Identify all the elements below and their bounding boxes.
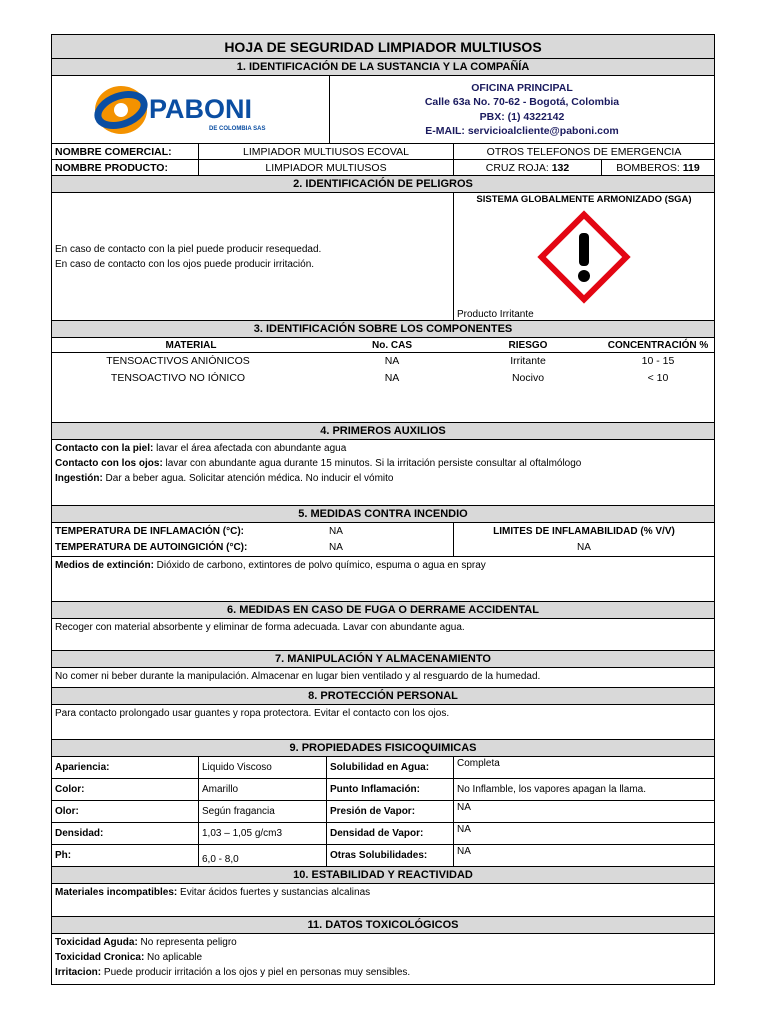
cruz-roja-value: 132 [551,161,570,174]
component-cas: NA [384,355,400,367]
extinction-media [55,558,711,573]
incompatible-materials [55,885,711,900]
property-value: Amarillo [199,779,327,800]
logo-subtitle: DE COLOMBIA SAS [208,125,265,132]
chronic-toxicity-text: No aplicable [144,952,203,963]
spill-text: Recoger con material absorbente y eliminar de forma adecuada. Lavar con abundante agua. [55,622,465,633]
section-3-header: 3. IDENTIFICACIÓN SOBRE LOS COMPONENTES [52,321,714,337]
property-value: NA [457,846,471,857]
first-aid-body [52,440,714,506]
handling-row [52,668,714,688]
safety-data-sheet [51,34,715,985]
product-row [52,160,714,176]
property-value: No Inflamble, los vapores apagan la llama. [457,784,646,795]
property-label: Apariencia: [52,757,199,778]
extinction-media-label: Medios de extinción: [55,560,154,571]
handling-text: No comer ni beber durante la manipulación. Almacenar en lugar bien ventilado y al resguardo de la humedad. [55,671,541,682]
logo-wordmark: PABONI [148,93,252,124]
property-label: Olor: [52,801,199,822]
components-header-row [52,338,714,353]
property-label: Densidad de Vapor: [327,823,454,844]
property-value: Completa [457,758,500,769]
cruz-roja-label: CRUZ ROJA: [485,161,549,174]
first-aid-ingestion [55,471,711,486]
cruz-roja [454,160,602,175]
commercial-name-value: LIMPIADOR MULTIUSOS ECOVAL [199,144,454,159]
component-material: TENSOACTIVOS ANIÓNICOS [106,355,250,367]
section-6-header: 6. MEDIDAS EN CASO DE FUGA O DERRAME ACCIDENTAL [52,602,714,618]
first-aid-skin [55,441,711,456]
sga-title: SISTEMA GLOBALMENTE ARMONIZADO (SGA) [476,194,692,205]
incompatible-materials-text: Evitar ácidos fuertes y sustancias alcalinas [177,887,371,898]
first-aid-eyes [55,456,711,471]
company-row [52,76,714,144]
first-aid-eyes-label: Contacto con los ojos: [55,458,163,469]
property-row [52,845,714,867]
component-cas: NA [384,372,400,384]
section-7-header: 7. MANIPULACIÓN Y ALMACENAMIENTO [52,651,714,667]
office-address: Calle 63a No. 70-62 - Bogotá, Colombia [424,96,620,108]
first-aid-skin-label: Contacto con la piel: [55,443,154,454]
autoignition-value: NA [329,541,343,553]
title-row [52,35,714,59]
property-label: Presión de Vapor: [327,801,454,822]
property-label: Color: [52,779,199,800]
flammability-limits-label: LIMITES DE INFLAMABILIDAD (% V/V) [493,525,675,537]
property-label: Ph: [52,845,199,866]
chronic-toxicity-label: Toxicidad Cronica: [55,952,145,963]
property-value: NA [457,824,471,835]
col-concentration: CONCENTRACIÓN % [607,339,709,351]
bomberos [602,160,714,175]
component-concentration: < 10 [647,372,669,384]
irritation-text: Puede producir irritación a los ojos y piel en personas muy sensibles. [101,967,411,978]
property-label: Densidad: [52,823,199,844]
property-label: Otras Solubilidades: [327,845,454,866]
protection-row [52,705,714,740]
property-value: Según fragancia [199,801,327,822]
extinction-media-text: Dióxido de carbono, extintores de polvo químico, espuma o agua en spray [153,560,486,571]
property-value: Liquido Viscoso [199,757,327,778]
company-logo [52,76,330,143]
section-4-header: 4. PRIMEROS AUXILIOS [52,423,714,439]
first-aid-eyes-text: lavar con abundante agua durante 15 minutos. Si la irritación persiste consultar al oftalmólogo [162,458,582,469]
hazard-statements [52,193,454,320]
sheet-title: HOJA DE SEGURIDAD LIMPIADOR MULTIUSOS [52,35,714,58]
acute-toxicity [55,935,711,950]
chronic-toxicity [55,950,711,965]
property-label: Solubilidad en Agua: [327,757,454,778]
component-risk: Nocivo [511,372,545,384]
sga-panel [454,193,714,320]
section-11-header: 11. DATOS TOXICOLÓGICOS [52,917,714,933]
first-aid-ingestion-label: Ingestión: [55,473,103,484]
pictogram-label: Producto Irritante [457,309,534,320]
commercial-name-label: NOMBRE COMERCIAL: [52,144,199,159]
extinction-row [52,557,714,602]
hazard-eyes: En caso de contacto con los ojos puede producir irritación. [55,258,315,270]
company-contact [330,76,714,143]
components-body [52,353,714,423]
hazards-row [52,193,714,321]
emergency-phones-label: OTROS TELEFONOS DE EMERGENCIA [486,145,682,158]
first-aid-skin-text: lavar el área afectada con abundante agua [153,443,347,454]
section-5-header: 5. MEDIDAS CONTRA INCENDIO [52,506,714,522]
section-2-header: 2. IDENTIFICACIÓN DE PELIGROS [52,176,714,192]
property-row [52,801,714,823]
bomberos-label: BOMBEROS: [616,161,680,174]
section-1-header: 1. IDENTIFICACIÓN DE LA SUSTANCIA Y LA COMPAÑÍA [52,59,714,75]
product-name-label: NOMBRE PRODUCTO: [52,160,199,175]
bomberos-value: 119 [682,161,700,174]
office-label: OFICINA PRINCIPAL [471,81,573,94]
stability-row [52,884,714,917]
component-material: TENSOACTIVO NO IÓNICO [110,372,246,384]
property-value: NA [457,802,471,813]
irritation-label: Irritacion: [55,967,102,978]
flash-point-value: NA [329,525,343,537]
property-value: 6,0 - 8,0 [199,845,327,866]
spill-row [52,619,714,651]
col-cas: No. CAS [372,339,412,351]
section-9-header: 9. PROPIEDADES FISICOQUIMICAS [52,740,714,756]
office-phone: PBX: (1) 4322142 [479,110,565,123]
flash-point-label: TEMPERATURA DE INFLAMACIÓN (°C): [55,525,244,537]
acute-toxicity-label: Toxicidad Aguda: [55,937,138,948]
property-value: 1,03 – 1,05 g/cm3 [199,823,327,844]
col-material: MATERIAL [165,339,217,351]
property-label: Punto Inflamación: [327,779,454,800]
acute-toxicity-text: No representa peligro [137,937,237,948]
flammability-limits-value: NA [577,541,591,553]
exclamation-warning-icon [532,205,636,309]
section-10-header: 10. ESTABILIDAD Y REACTIVIDAD [52,867,714,883]
toxicology-row [52,934,714,984]
component-risk: Irritante [510,355,546,367]
fire-temps-row [52,523,714,557]
office-email: E-MAIL: servicioalcliente@paboni.com [425,125,619,137]
commercial-row [52,144,714,160]
col-risk: RIESGO [508,339,548,351]
paboni-logo-icon [91,80,291,140]
component-concentration: 10 - 15 [641,355,675,367]
hazard-skin: En caso de contacto con la piel puede producir resequedad. [55,243,322,255]
property-row [52,779,714,801]
first-aid-ingestion-text: Dar a beber agua. Solicitar atención médica. No inducir el vómito [102,473,394,484]
product-name-value: LIMPIADOR MULTIUSOS [199,160,454,175]
irritation [55,965,711,980]
protection-text: Para contacto prolongado usar guantes y ropa protectora. Evitar el contacto con los ojos. [55,708,450,719]
autoignition-label: TEMPERATURA DE AUTOINGICIÓN (°C): [55,541,248,553]
incompatible-materials-label: Materiales incompatibles: [55,887,178,898]
property-row [52,757,714,779]
property-row [52,823,714,845]
section-8-header: 8. PROTECCIÓN PERSONAL [52,688,714,704]
